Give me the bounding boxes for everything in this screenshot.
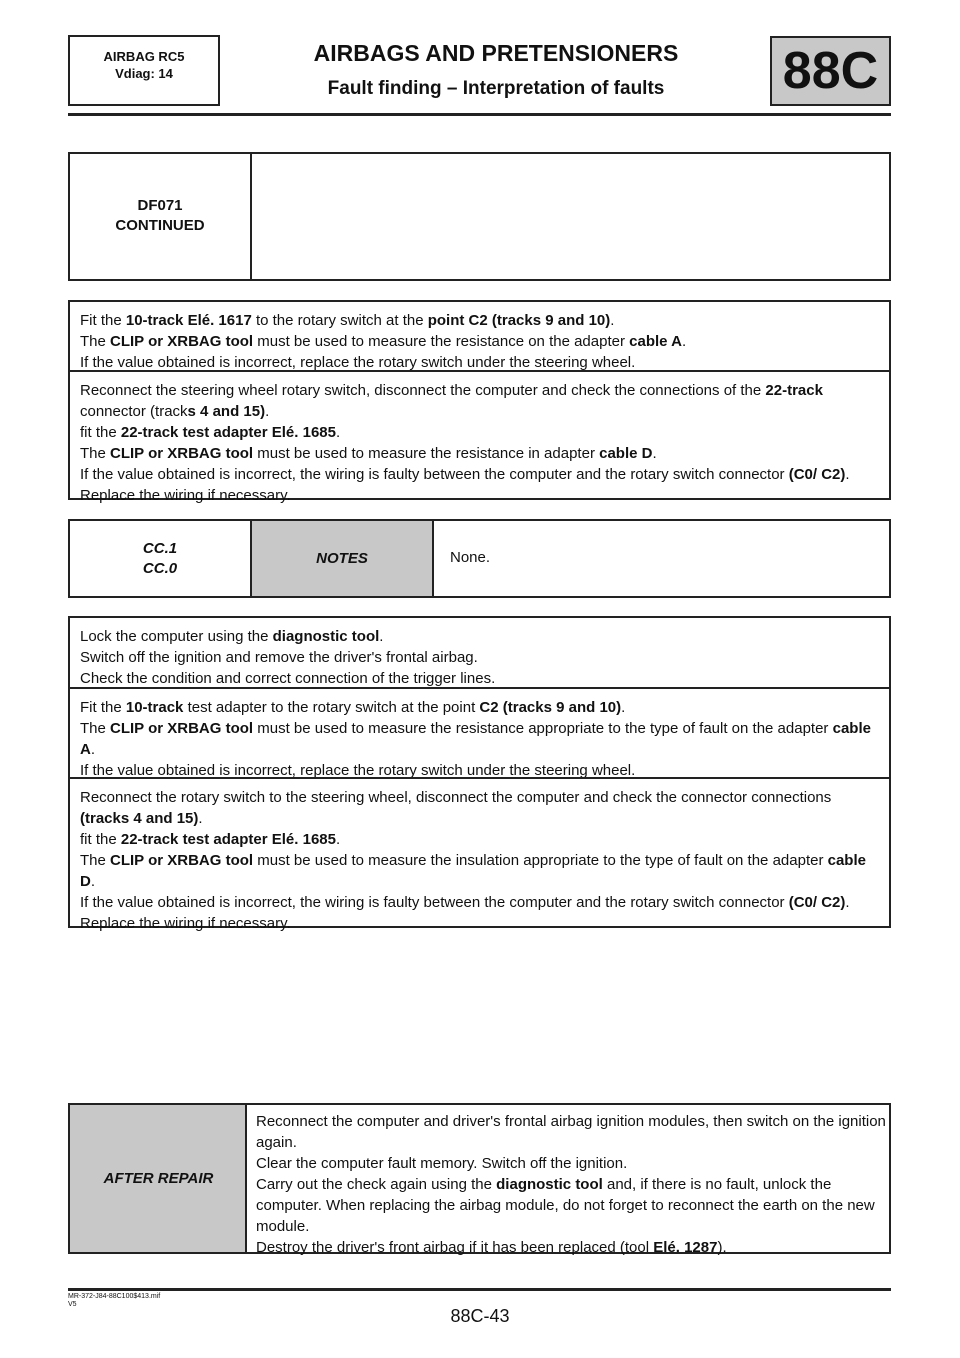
- notes-value: None.: [450, 549, 491, 566]
- instruction-line: If the value obtained is incorrect, replace the rotary switch under the steering wheel.: [80, 354, 636, 371]
- model-box: [68, 35, 220, 106]
- instruction-line: If the value obtained is incorrect, the wiring is faulty between the computer and the rotary switch connector (C0/ C2). Replace the wiring if necessary.: [80, 466, 850, 504]
- page-subtitle: Fault finding – Interpretation of faults: [327, 78, 665, 99]
- instruction-line: Switch off the ignition and remove the driver's frontal airbag.: [80, 649, 478, 666]
- section-code: 88C: [770, 36, 891, 106]
- header-rule: [68, 113, 891, 116]
- instruction-line: If the value obtained is incorrect, the wiring is faulty between the computer and the rotary switch connector (C0/ C2). Replace the wiring if necessary.: [80, 894, 850, 932]
- instruction-block-4: [68, 687, 891, 779]
- model-name: AIRBAG RC5: [103, 49, 185, 64]
- instruction-line: Fit the 10-track test adapter to the rotary switch at the point C2 (tracks 9 and 10).: [80, 699, 626, 716]
- fault-status: CONTINUED: [115, 217, 205, 234]
- after-repair-line: Reconnect the computer and driver's frontal airbag ignition modules, then switch on the ignition again.: [256, 1113, 886, 1151]
- fault-code-label: [70, 196, 250, 236]
- instruction-line: The CLIP or XRBAG tool must be used to measure the resistance on the adapter cable A.: [80, 333, 687, 350]
- doc-version: V5: [68, 1301, 77, 1308]
- fault-box-divider: [250, 152, 252, 281]
- instruction-line: fit the 22-track test adapter Elé. 1685.: [80, 831, 341, 848]
- instruction-line: Reconnect the steering wheel rotary switch, disconnect the computer and check the connections of the 22-track connector (tracks 4 and 15).: [80, 382, 823, 420]
- status-codes: [70, 539, 250, 579]
- after-repair-label: AFTER REPAIR: [103, 1170, 214, 1187]
- vdiag-label: Vdiag: 14: [115, 66, 173, 81]
- instruction-line: If the value obtained is incorrect, replace the rotary switch under the steering wheel.: [80, 762, 636, 779]
- instruction-line: Fit the 10-track Elé. 1617 to the rotary switch at the point C2 (tracks 9 and 10).: [80, 312, 615, 329]
- instruction-line: Reconnect the rotary switch to the steering wheel, disconnect the computer and check the connector connections (tracks 4 and 15).: [80, 789, 832, 827]
- after-repair-line: Destroy the driver's front airbag if it has been replaced (tool Elé. 1287).: [256, 1239, 727, 1256]
- status-code-2: CC.0: [142, 560, 178, 577]
- footer-rule: [68, 1288, 891, 1291]
- notes-label: NOTES: [316, 550, 368, 567]
- after-repair-text: [256, 1103, 886, 1258]
- instruction-block-2: [68, 370, 891, 504]
- instruction-line: Lock the computer using the diagnostic tool.: [80, 628, 384, 645]
- instruction-line: The CLIP or XRBAG tool must be used to measure the insulation appropriate to the type of fault on the adapter cable D.: [80, 852, 866, 890]
- instruction-block-3: [68, 616, 891, 689]
- after-repair-line: Clear the computer fault memory. Switch off the ignition.: [256, 1155, 628, 1172]
- fault-code: DF071: [137, 197, 183, 214]
- instruction-line: fit the 22-track test adapter Elé. 1685.: [80, 424, 341, 441]
- doc-ref: MR-372-J84-88C100$413.mif: [68, 1293, 161, 1300]
- instruction-block-1: [68, 300, 891, 372]
- after-repair-line: Carry out the check again using the diagnostic tool and, if there is no fault, unlock the computer. When replacing the airbag module, do not forget to reconnect the earth on the new module.: [256, 1176, 875, 1235]
- footer-reference: [68, 1293, 160, 1309]
- instruction-line: Check the condition and correct connection of the trigger lines.: [80, 670, 496, 687]
- page-number: 88C-43: [450, 1306, 510, 1326]
- page-title: AIRBAGS AND PRETENSIONERS: [313, 40, 679, 66]
- instruction-line: The CLIP or XRBAG tool must be used to measure the resistance in adapter cable D.: [80, 445, 657, 462]
- instruction-block-5: [68, 777, 891, 932]
- status-code-1: CC.1: [142, 540, 178, 557]
- instruction-line: The CLIP or XRBAG tool must be used to measure the resistance appropriate to the type of fault on the adapter cable A.: [80, 720, 871, 758]
